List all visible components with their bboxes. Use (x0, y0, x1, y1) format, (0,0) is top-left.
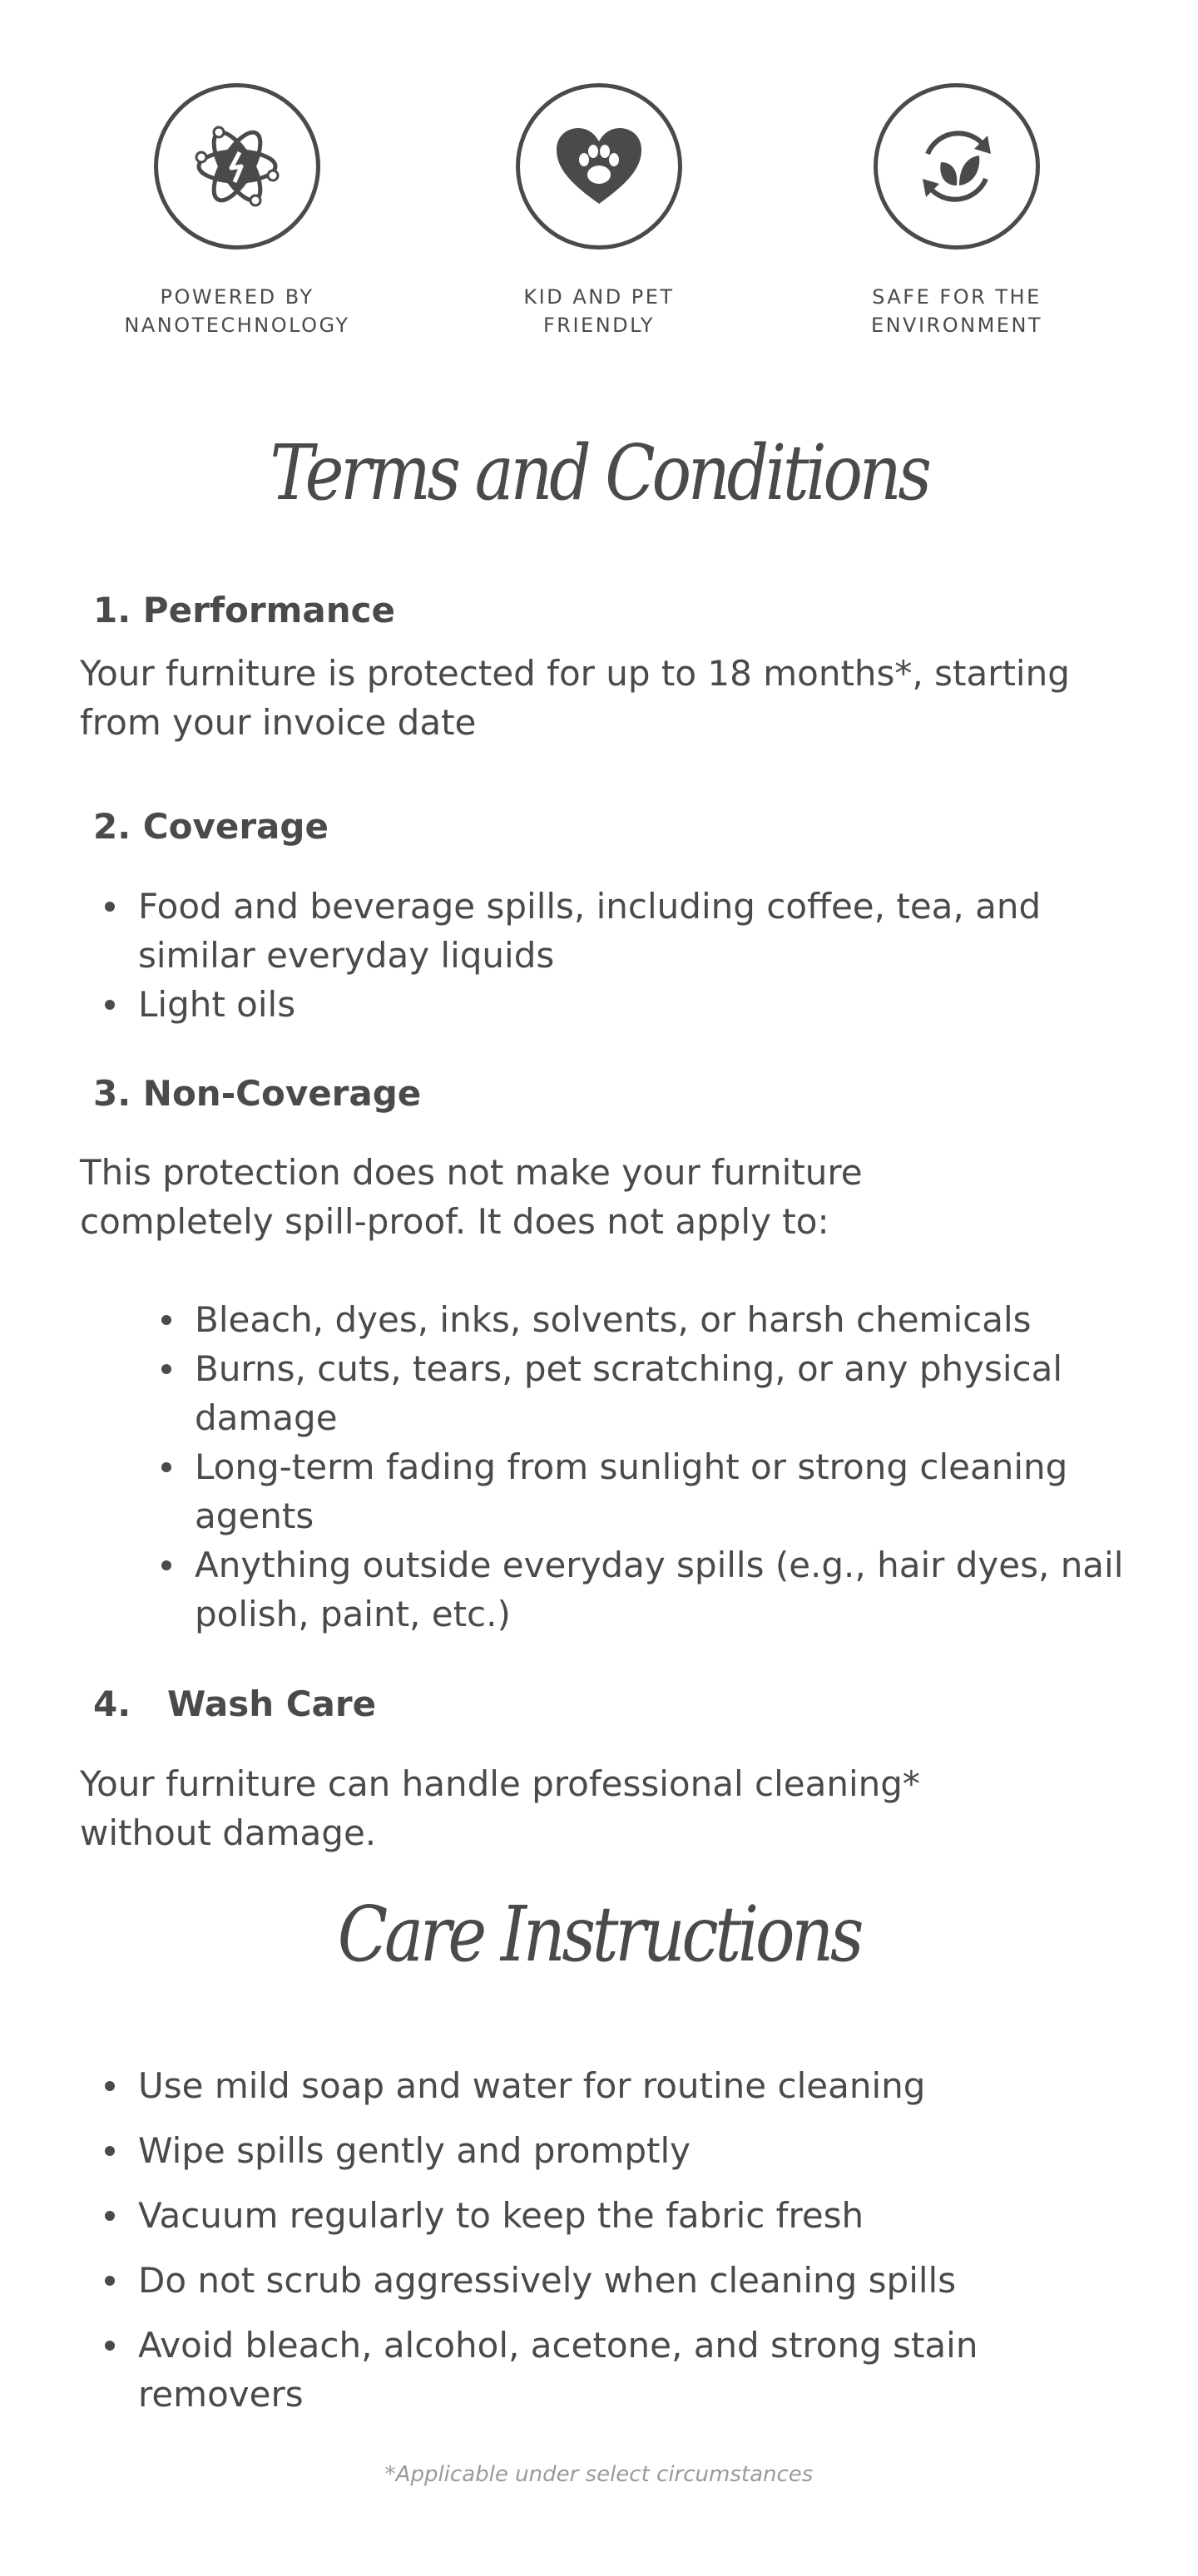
terms-title: Terms and Conditions (270, 428, 928, 517)
list-item: Bleach, dyes, inks, solvents, or harsh chemicals (195, 1295, 1135, 1344)
eco-leaf-icon (874, 83, 1040, 250)
wash-care-body: Your furniture can handle professional cleaning* without damage. (80, 1763, 920, 1853)
feature-row (0, 83, 1198, 349)
non-coverage-heading: 3. Non-Coverage (93, 1073, 422, 1114)
list-item: Use mild soap and water for routine cleaning (138, 2061, 1095, 2110)
feature-nanotechnology (104, 83, 370, 339)
nanotech-icon (154, 83, 320, 250)
list-item: Burns, cuts, tears, pet scratching, or any physical damage (195, 1344, 1135, 1442)
feature-label: POWERED BY NANOTECHNOLOGY (124, 285, 350, 337)
care-title: Care Instructions (337, 1890, 861, 1979)
list-item: Avoid bleach, alcohol, acetone, and strong stain removers (138, 2321, 1095, 2419)
performance-body: Your furniture is protected for up to 18 months*, starting from your invoice date (80, 653, 1070, 743)
feature-label: KID AND PET FRIENDLY (523, 285, 675, 337)
list-item: Food and beverage spills, including coffee, tea, and similar everyday liquids (138, 882, 1095, 980)
non-coverage-list (195, 1295, 1135, 1639)
performance-heading: 1. Performance (93, 590, 396, 630)
wash-care-heading: 4. Wash Care (93, 1684, 377, 1724)
care-list (138, 2061, 1095, 2419)
list-item: Anything outside everyday spills (e.g., hair dyes, nail polish, paint, etc.) (195, 1540, 1135, 1639)
feature-label: SAFE FOR THE ENVIRONMENT (870, 285, 1043, 337)
feature-kid-pet-friendly (466, 83, 732, 339)
list-item: Long-term fading from sunlight or strong cleaning agents (195, 1442, 1135, 1540)
coverage-heading: 2. Coverage (93, 806, 329, 847)
footnote: *Applicable under select circumstances (384, 2462, 814, 2487)
non-coverage-body: This protection does not make your furniture completely spill-proof. It does not apply to: (80, 1152, 863, 1242)
coverage-list (138, 882, 1095, 1029)
paw-heart-icon (516, 83, 682, 250)
list-item: Light oils (138, 980, 1095, 1029)
list-item: Vacuum regularly to keep the fabric fresh (138, 2191, 1095, 2240)
list-item: Wipe spills gently and promptly (138, 2126, 1095, 2175)
list-item: Do not scrub aggressively when cleaning spills (138, 2256, 1095, 2305)
feature-environment (824, 83, 1090, 339)
